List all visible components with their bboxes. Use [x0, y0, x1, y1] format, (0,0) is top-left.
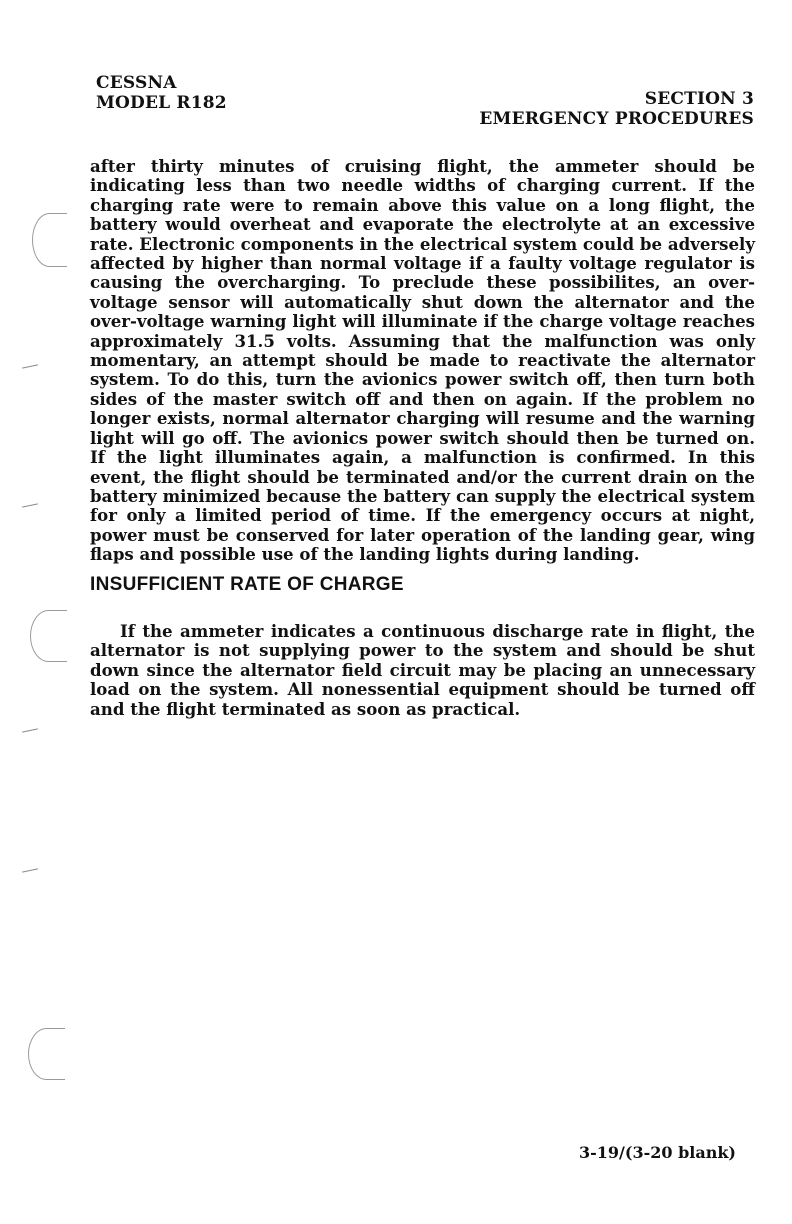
binder-edge-mark — [22, 364, 38, 368]
binder-hole-mark — [30, 610, 67, 662]
binder-hole-mark — [28, 1028, 65, 1080]
document-header-left — [96, 73, 227, 113]
body-paragraph: If the ammeter indicates a continuous discharge rate in flight, the alternator is not supplying power to the system and should be shut down since the alternator field circuit may be placing an unnecessary load on the system. All nonessential equipment should be turned off and the flight terminated as soon as practical. — [90, 621, 755, 719]
document-header-right — [479, 89, 754, 129]
page-number: 3-19/(3-20 blank) — [579, 1143, 736, 1162]
binder-edge-mark — [22, 728, 38, 732]
binder-edge-mark — [22, 868, 38, 872]
aircraft-model: MODEL R182 — [96, 93, 227, 113]
section-heading: INSUFFICIENT RATE OF CHARGE — [90, 574, 404, 595]
section-title: EMERGENCY PROCEDURES — [479, 109, 754, 129]
manufacturer-name: CESSNA — [96, 73, 177, 93]
binder-hole-mark — [32, 213, 67, 267]
section-number: SECTION 3 — [644, 89, 754, 109]
body-paragraph: after thirty minutes of cruising flight, the ammeter should be indicating less than two needle widths of charging current. If the charging rate were to remain above this value on a long flight, the battery would overheat and evaporate the electrolyte at an excessive rate. Electronic components in the electrical system could be adversely affected by higher than normal voltage if a faulty voltage regulator is causing the overcharging. To preclude these possibilites, an over-voltage sensor will automatically shut down the alternator and the over-voltage warning light will illuminate if the charge voltage reaches approximately 31.5 volts. Assuming that the malfunction was only momentary, an attempt should be made to reactivate the alternator system. To do this, turn the avionics power switch off, then turn both sides of the master switch off and then on again. If the problem no longer exists, normal alternator charging will resume and the warning light will go off. The avionics power switch should then be turned on. If the light illuminates again, a malfunction is confirmed. In this event, the flight should be terminated and/or the current drain on the battery minimized because the battery can supply the electrical system for only a limited period of time. If the emergency occurs at night, power must be conserved for later operation of the landing gear, wing flaps and possible use of the landing lights during landing. — [90, 156, 755, 565]
binder-edge-mark — [22, 503, 38, 507]
